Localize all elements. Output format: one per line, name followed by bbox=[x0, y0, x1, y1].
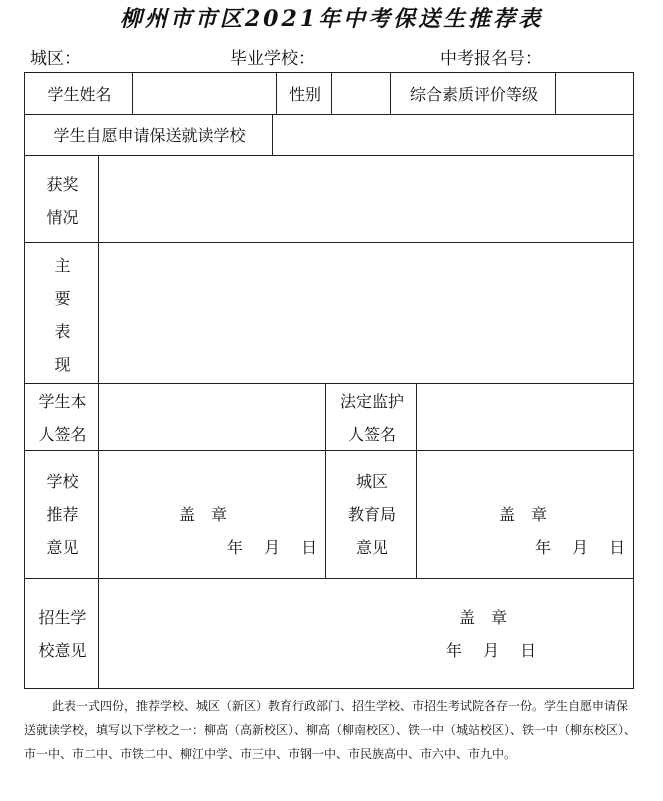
awards-label-line2: 情况 bbox=[46, 208, 79, 227]
guardian-sign-label-cell bbox=[325, 383, 417, 451]
student-sign-field[interactable] bbox=[98, 383, 326, 451]
performance-label-line1: 主 bbox=[54, 256, 71, 275]
admission-opinion-field[interactable] bbox=[98, 578, 634, 689]
student-sign-line1: 学生本 bbox=[38, 392, 87, 411]
gender-field[interactable] bbox=[331, 72, 391, 115]
district-label: 城区： bbox=[30, 49, 81, 69]
student-sign-label-cell bbox=[24, 383, 99, 451]
district-opinion-line3: 意见 bbox=[355, 538, 388, 557]
district-opinion-line1: 城区 bbox=[355, 472, 388, 491]
performance-label-cell bbox=[24, 242, 99, 384]
quality-grade-field[interactable] bbox=[555, 72, 634, 115]
apply-school-label: 学生自愿申请保送就读学校 bbox=[53, 126, 246, 145]
gender-label-cell bbox=[276, 72, 332, 115]
student-name-label: 学生姓名 bbox=[47, 85, 112, 104]
admission-opinion-line1: 招生学 bbox=[38, 608, 87, 627]
admission-opinion-label-cell bbox=[24, 578, 99, 689]
student-name-field[interactable] bbox=[132, 72, 277, 115]
recommendation-form bbox=[24, 72, 634, 689]
exam-no-label: 中考报名号： bbox=[440, 49, 542, 69]
student-name-label-cell bbox=[24, 72, 133, 115]
district-date-text: 年 月 日 bbox=[535, 538, 626, 557]
school-seal-text: 盖 章 bbox=[179, 505, 228, 524]
apply-school-field[interactable] bbox=[272, 114, 634, 156]
footnote bbox=[24, 694, 636, 766]
awards-field[interactable] bbox=[98, 155, 634, 243]
guardian-sign-line2: 人签名 bbox=[347, 425, 396, 444]
quality-grade-label: 综合素质评价等级 bbox=[409, 85, 538, 104]
performance-field[interactable] bbox=[98, 242, 634, 384]
district-opinion-line2: 教育局 bbox=[347, 505, 396, 524]
school-date-text: 年 月 日 bbox=[227, 538, 318, 557]
school-opinion-line1: 学校 bbox=[46, 472, 79, 491]
page-title: 柳州市市区2021年中考保送生推荐表 bbox=[119, 6, 544, 32]
guardian-sign-line1: 法定监护 bbox=[339, 392, 404, 411]
performance-label-line2: 要 bbox=[54, 289, 71, 308]
district-opinion-field[interactable] bbox=[416, 450, 634, 579]
school-opinion-field[interactable] bbox=[98, 450, 326, 579]
school-opinion-label-cell bbox=[24, 450, 99, 579]
district-seal-text: 盖 章 bbox=[499, 505, 548, 524]
performance-label-line3: 表 bbox=[54, 322, 71, 341]
performance-label-line4: 现 bbox=[54, 355, 71, 374]
quality-grade-label-cell bbox=[390, 72, 556, 115]
awards-label-line1: 获奖 bbox=[46, 175, 79, 194]
student-sign-line2: 人签名 bbox=[38, 425, 87, 444]
guardian-sign-field[interactable] bbox=[416, 383, 634, 451]
school-opinion-line2: 推荐 bbox=[46, 505, 79, 524]
apply-school-label-cell bbox=[24, 114, 273, 156]
admission-date-text: 年 月 日 bbox=[446, 641, 537, 660]
footnote-text: 此表一式四份，推荐学校、城区（新区）教育行政部门、招生学校、市招生考试院各存一份。学生自愿申请保送就读学校，填写以下学校之一：柳高（高新校区）、柳高（柳南校区）、铁一中（城站校区）、铁一中（柳东校区）、市一中、市二中、市铁二中、柳江中学、市三中、市钢一中、市民族高中、市六中、市九中。 bbox=[24, 699, 637, 761]
school-label: 毕业学校： bbox=[230, 49, 315, 69]
awards-label-cell bbox=[24, 155, 99, 243]
district-opinion-label-cell bbox=[325, 450, 417, 579]
admission-opinion-line2: 校意见 bbox=[38, 641, 87, 660]
gender-label: 性别 bbox=[288, 85, 321, 104]
admission-seal-text: 盖 章 bbox=[459, 608, 508, 627]
school-opinion-line3: 意见 bbox=[46, 538, 79, 557]
